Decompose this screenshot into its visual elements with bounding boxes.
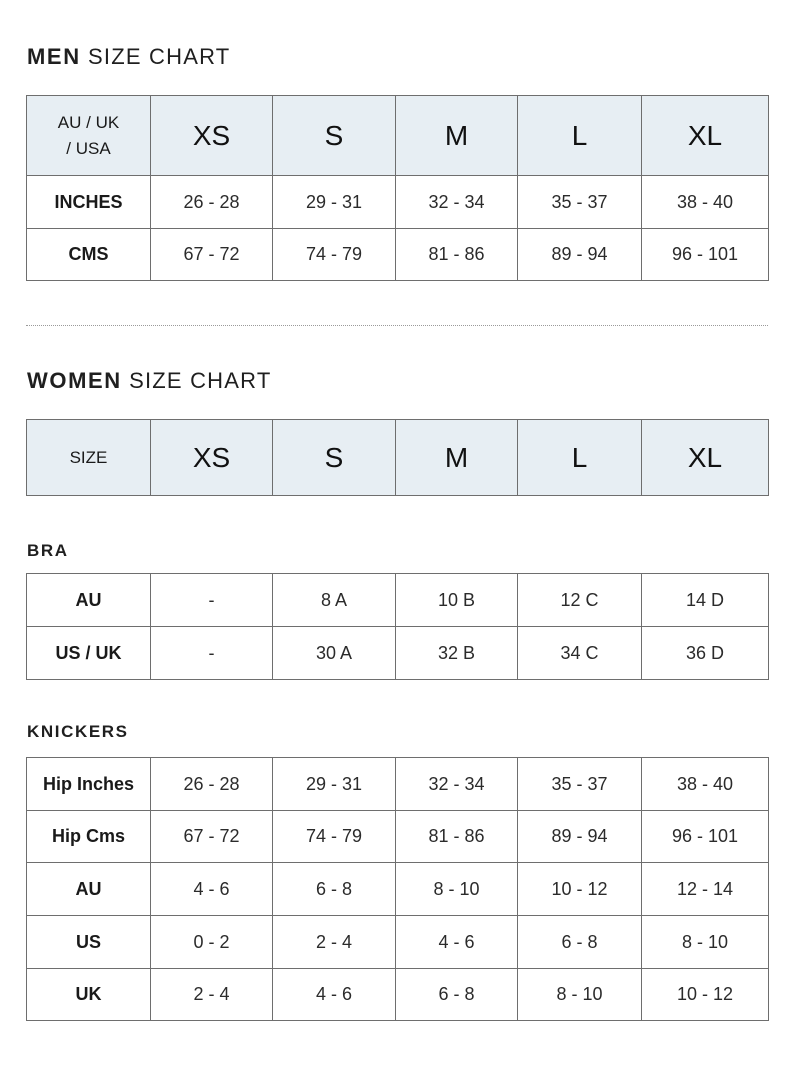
knickers-au-row (27, 863, 769, 916)
women-size-s: S (273, 420, 396, 496)
women-size-xl: XL (642, 420, 769, 496)
bra-au-label: AU (27, 574, 151, 627)
women-size-xs: XS (151, 420, 273, 496)
knickers-us-row (27, 916, 769, 969)
knickers-us-xl: 8 - 10 (642, 916, 769, 969)
bra-us-uk-xs: - (151, 627, 273, 680)
knickers-hip-inches-xl: 38 - 40 (642, 758, 769, 811)
bra-au-m: 10 B (396, 574, 518, 627)
bra-us-uk-m: 32 B (396, 627, 518, 680)
men-size-xl: XL (642, 96, 769, 176)
men-cms-s: 74 - 79 (273, 229, 396, 281)
knickers-hip-cms-row (27, 811, 769, 863)
men-size-table (26, 95, 769, 281)
women-size-label: SIZE (27, 420, 151, 496)
knickers-au-l: 10 - 12 (518, 863, 642, 916)
knickers-us-s: 2 - 4 (273, 916, 396, 969)
men-size-header-row (27, 96, 769, 176)
women-title-bold: WOMEN (27, 368, 122, 393)
knickers-table (26, 757, 769, 1021)
knickers-au-m: 8 - 10 (396, 863, 518, 916)
bra-us-uk-row (27, 627, 769, 680)
knickers-uk-row (27, 969, 769, 1021)
bra-au-xs: - (151, 574, 273, 627)
men-inches-s: 29 - 31 (273, 176, 396, 229)
knickers-au-label: AU (27, 863, 151, 916)
men-region-label-line2: / USA (66, 138, 111, 158)
men-inches-m: 32 - 34 (396, 176, 518, 229)
men-size-l: L (518, 96, 642, 176)
women-size-header-row (27, 420, 769, 496)
women-size-table (26, 419, 769, 496)
men-inches-label: INCHES (27, 176, 151, 229)
men-inches-row (27, 176, 769, 229)
knickers-uk-m: 6 - 8 (396, 969, 518, 1021)
bra-au-s: 8 A (273, 574, 396, 627)
bra-au-l: 12 C (518, 574, 642, 627)
men-cms-xl: 96 - 101 (642, 229, 769, 281)
bra-title: BRA (27, 541, 69, 560)
women-size-l: L (518, 420, 642, 496)
knickers-hip-inches-m: 32 - 34 (396, 758, 518, 811)
knickers-us-m: 4 - 6 (396, 916, 518, 969)
men-cms-row (27, 229, 769, 281)
bra-us-uk-xl: 36 D (642, 627, 769, 680)
knickers-hip-cms-xs: 67 - 72 (151, 811, 273, 863)
knickers-hip-cms-s: 74 - 79 (273, 811, 396, 863)
knickers-us-l: 6 - 8 (518, 916, 642, 969)
men-size-xs: XS (151, 96, 273, 176)
bra-us-uk-s: 30 A (273, 627, 396, 680)
bra-us-uk-label: US / UK (27, 627, 151, 680)
bra-table (26, 573, 769, 680)
knickers-hip-inches-xs: 26 - 28 (151, 758, 273, 811)
men-cms-label: CMS (27, 229, 151, 281)
knickers-hip-cms-label: Hip Cms (27, 811, 151, 863)
knickers-hip-inches-row (27, 758, 769, 811)
men-title-bold: MEN (27, 44, 81, 69)
men-size-s: S (273, 96, 396, 176)
bra-au-row (27, 574, 769, 627)
knickers-uk-label: UK (27, 969, 151, 1021)
knickers-us-xs: 0 - 2 (151, 916, 273, 969)
bra-au-xl: 14 D (642, 574, 769, 627)
men-cms-l: 89 - 94 (518, 229, 642, 281)
section-divider (26, 325, 768, 326)
men-size-m: M (396, 96, 518, 176)
knickers-uk-xl: 10 - 12 (642, 969, 769, 1021)
knickers-hip-inches-s: 29 - 31 (273, 758, 396, 811)
knickers-hip-cms-l: 89 - 94 (518, 811, 642, 863)
knickers-title: KNICKERS (27, 722, 129, 741)
knickers-hip-cms-xl: 96 - 101 (642, 811, 769, 863)
men-region-label (27, 96, 151, 176)
bra-us-uk-l: 34 C (518, 627, 642, 680)
knickers-hip-inches-l: 35 - 37 (518, 758, 642, 811)
women-size-m: M (396, 420, 518, 496)
men-cms-xs: 67 - 72 (151, 229, 273, 281)
knickers-uk-xs: 2 - 4 (151, 969, 273, 1021)
men-title-rest: SIZE CHART (88, 44, 231, 69)
men-size-chart-title (27, 44, 230, 70)
men-inches-xs: 26 - 28 (151, 176, 273, 229)
knickers-uk-l: 8 - 10 (518, 969, 642, 1021)
women-size-chart-title (27, 368, 271, 394)
knickers-au-s: 6 - 8 (273, 863, 396, 916)
women-title-rest: SIZE CHART (129, 368, 272, 393)
knickers-us-label: US (27, 916, 151, 969)
knickers-au-xs: 4 - 6 (151, 863, 273, 916)
men-inches-l: 35 - 37 (518, 176, 642, 229)
knickers-au-xl: 12 - 14 (642, 863, 769, 916)
men-inches-xl: 38 - 40 (642, 176, 769, 229)
knickers-hip-cms-m: 81 - 86 (396, 811, 518, 863)
men-region-label-line1: AU / UK (57, 112, 120, 132)
knickers-uk-s: 4 - 6 (273, 969, 396, 1021)
knickers-hip-inches-label: Hip Inches (27, 758, 151, 811)
men-cms-m: 81 - 86 (396, 229, 518, 281)
